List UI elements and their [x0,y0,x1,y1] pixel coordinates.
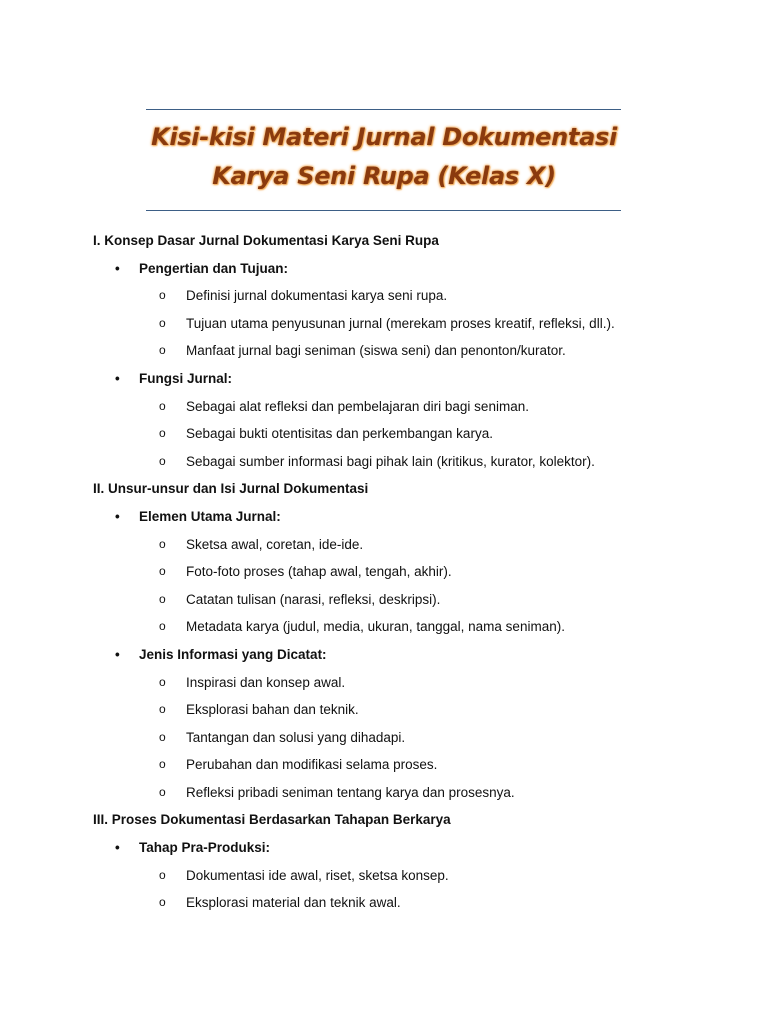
list-item-text: Dokumentasi ide awal, riset, sketsa konsep. [186,867,449,883]
list-item-text: Sketsa awal, coretan, ide-ide. [186,536,364,552]
list-item-text: Sebagai bukti otentisitas dan perkembangan karya. [186,426,493,442]
list-item [0,862,768,890]
title-rule-top [146,109,621,110]
section-heading-1: I. Konsep Dasar Jurnal Dokumentasi Karya Seni Rupa [93,233,439,248]
bullet-label: Jenis Informasi yang Dicatat: [139,646,327,662]
list-item [0,420,768,448]
list-item-text: Definisi jurnal dokumentasi karya seni rupa. [186,288,448,304]
list-item [0,669,768,697]
bullet-label: Fungsi Jurnal: [139,370,233,386]
circle-bullet-icon: o [159,729,166,744]
list-item-text: Eksplorasi material dan teknik awal. [186,895,401,911]
document-title [0,118,768,196]
circle-bullet-icon: o [159,536,166,551]
bullet-label: Elemen Utama Jurnal: [139,508,281,524]
list-item-text: Metadata karya (judul, media, ukuran, tanggal, nama seniman). [186,619,565,635]
circle-bullet-icon: o [159,895,166,910]
circle-bullet-icon: o [159,702,166,717]
circle-bullet-icon: o [159,784,166,799]
list-item-text: Sebagai sumber informasi bagi pihak lain (kritikus, kurator, kolektor). [186,453,595,469]
circle-bullet-icon: o [159,867,166,882]
list-item-text: Eksplorasi bahan dan teknik. [186,702,359,718]
bullet-dot-icon: • [115,508,120,524]
bullet-label: Pengertian dan Tujuan: [139,260,289,276]
bullet-dot-icon: • [115,646,120,662]
list-item-text: Perubahan dan modifikasi selama proses. [186,757,438,773]
list-item [0,889,768,917]
bullet-fungsi-jurnal [0,365,768,393]
document-title-line-2: Karya Seni Rupa (Kelas X) [212,162,556,190]
list-item-text: Sebagai alat refleksi dan pembelajaran diri bagi seniman. [186,398,529,414]
list-item [0,613,768,641]
list-item [0,751,768,779]
circle-bullet-icon: o [159,288,166,303]
bullet-pengertian-tujuan [0,255,768,283]
list-item [0,310,768,338]
bullet-label: Tahap Pra-Produksi: [139,840,271,856]
list-item [0,337,768,365]
list-item-text: Refleksi pribadi seniman tentang karya dan prosesnya. [186,784,515,800]
circle-bullet-icon: o [159,757,166,772]
bullet-dot-icon: • [115,840,120,856]
bullet-pra-produksi [0,834,768,862]
outline-content [0,227,768,917]
circle-bullet-icon: o [159,426,166,441]
bullet-jenis-informasi [0,641,768,669]
circle-bullet-icon: o [159,674,166,689]
circle-bullet-icon: o [159,591,166,606]
section-heading-2: II. Unsur-unsur dan Isi Jurnal Dokumentasi [93,481,369,497]
list-item-text: Catatan tulisan (narasi, refleksi, deskripsi). [186,591,441,607]
circle-bullet-icon: o [159,564,166,579]
list-item [0,779,768,807]
list-item-text: Tujuan utama penyusunan jurnal (merekam proses kreatif, refleksi, dll.). [186,315,615,331]
list-item [0,558,768,586]
circle-bullet-icon: o [159,453,166,468]
circle-bullet-icon: o [159,343,166,358]
bullet-dot-icon: • [115,370,120,386]
list-item [0,282,768,310]
section-heading-3: III. Proses Dokumentasi Berdasarkan Tahapan Berkarya [93,812,451,828]
document-title-line-1: Kisi-kisi Materi Jurnal Dokumentasi [151,123,617,151]
circle-bullet-icon: o [159,315,166,330]
list-item-text: Tantangan dan solusi yang dihadapi. [186,729,406,745]
list-item-text: Manfaat jurnal bagi seniman (siswa seni) dan penonton/kurator. [186,343,566,359]
list-item [0,586,768,614]
list-item [0,393,768,421]
bullet-dot-icon: • [115,260,120,276]
list-item [0,724,768,752]
bullet-elemen-utama [0,503,768,531]
list-item-text: Inspirasi dan konsep awal. [186,674,346,690]
circle-bullet-icon: o [159,619,166,634]
list-item-text: Foto-foto proses (tahap awal, tengah, akhir). [186,564,452,580]
title-rule-bottom [146,210,621,211]
circle-bullet-icon: o [159,398,166,413]
list-item [0,448,768,476]
list-item [0,696,768,724]
list-item [0,531,768,559]
